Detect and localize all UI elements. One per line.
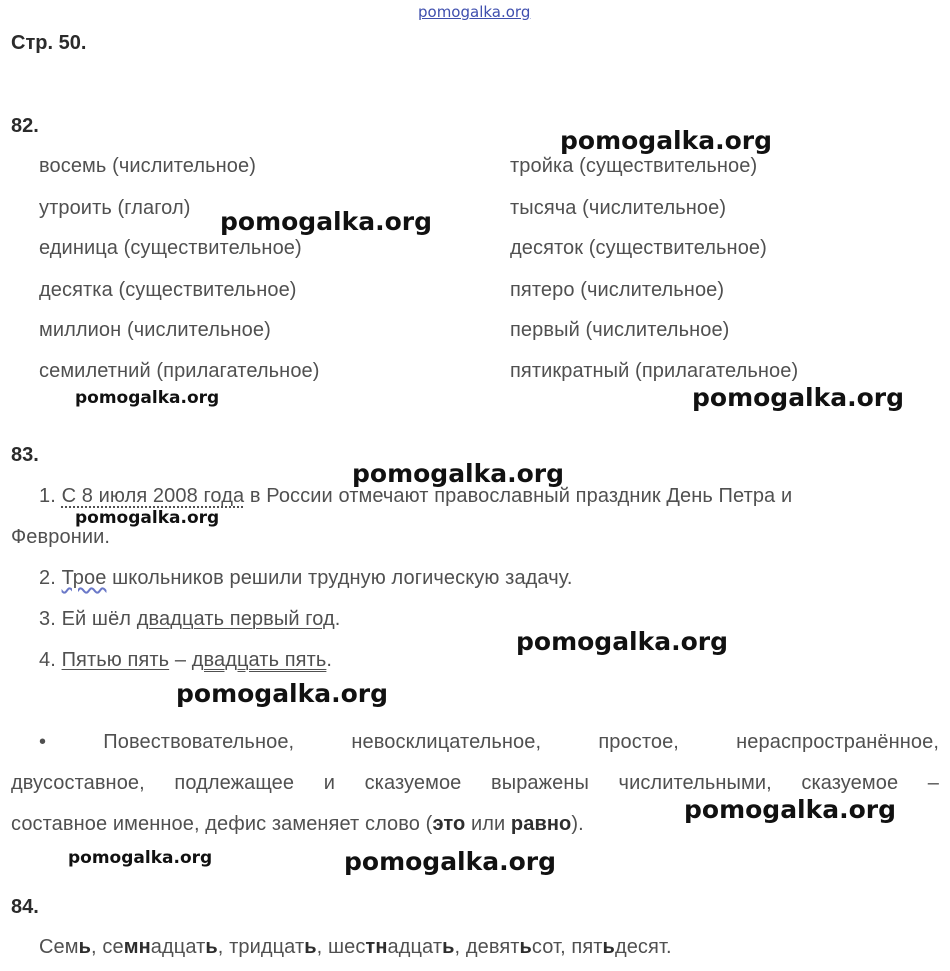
- watermark: pomogalka.org: [68, 848, 213, 868]
- word: пятьдесят: [571, 936, 667, 958]
- word-item: десятка (существительное): [39, 279, 297, 301]
- dash: –: [169, 649, 192, 671]
- word-item: восемь (числительное): [39, 155, 257, 177]
- analysis-line-2: двусоставное, подлежащее и сказуемое выражены числительными, сказуемое –: [11, 772, 939, 794]
- sentence-number: 3.: [39, 608, 56, 630]
- analysis-line-1: • Повествовательное, невосклицательное, простое, нераспространённое,: [39, 731, 939, 753]
- watermark: pomogalka.org: [516, 627, 729, 656]
- analysis-text: ).: [571, 813, 584, 835]
- sentence-1: [39, 485, 792, 508]
- watermark: pomogalka.org: [176, 679, 389, 708]
- analysis-text: составное именное, дефис заменяет слово (: [11, 813, 433, 835]
- sentence-number: 1.: [39, 485, 56, 507]
- sentence-2: [39, 567, 573, 590]
- sentence-number: 4.: [39, 649, 56, 671]
- word-item: тысяча (числительное): [510, 197, 727, 219]
- bold-word: это: [432, 813, 466, 835]
- subject-phrase: двадцать первый год: [136, 608, 335, 630]
- bold-word: равно: [510, 813, 572, 835]
- word: семнадцать: [102, 936, 218, 958]
- sentence-end: .: [326, 649, 333, 671]
- word: Семь: [39, 936, 92, 958]
- word-item: десяток (существительное): [510, 237, 767, 259]
- sentence-number: 2.: [39, 567, 56, 589]
- word: шестнадцать: [327, 936, 455, 958]
- watermark: pomogalka.org: [352, 459, 565, 488]
- modifier-word: Трое: [61, 567, 107, 589]
- sentence-1-continuation: Февронии.: [11, 526, 111, 548]
- exercise-82-number: 82.: [11, 115, 39, 137]
- word-item: тройка (существительное): [510, 155, 758, 177]
- watermark: pomogalka.org: [684, 795, 897, 824]
- watermark: pomogalka.org: [692, 383, 905, 412]
- watermark: pomogalka.org: [75, 388, 220, 408]
- word-item: пятеро (числительное): [510, 279, 725, 301]
- watermark: pomogalka.org: [220, 207, 433, 236]
- sentence-text: школьников решили трудную логическую задачу.: [106, 567, 573, 589]
- exercise-84-answer: Семь, семнадцать, тридцать, шестнадцать, девятьсот, пятьдесят.: [39, 936, 672, 958]
- word-item: пятикратный (прилагательное): [510, 360, 799, 382]
- watermark: pomogalka.org: [560, 126, 773, 155]
- watermark: pomogalka.org: [344, 847, 557, 876]
- predicate-phrase: двадцать пять: [191, 649, 327, 671]
- sentence-4: [39, 649, 332, 672]
- sentence-text: Ей шёл: [61, 608, 137, 630]
- word-item: миллион (числительное): [39, 319, 271, 341]
- analysis-line-3: [11, 813, 584, 836]
- subject-phrase: Пятью пять: [61, 649, 170, 671]
- exercise-84-number: 84.: [11, 896, 39, 918]
- analysis-text: или: [465, 813, 511, 835]
- word: девятьсот: [465, 936, 561, 958]
- page-label: Стр. 50.: [11, 32, 87, 54]
- adverbial-phrase: С 8 июля 2008 года: [61, 485, 245, 507]
- sentence-end: .: [334, 608, 341, 630]
- site-link[interactable]: pomogalka.org: [418, 3, 531, 21]
- exercise-83-number: 83.: [11, 444, 39, 466]
- word-item: семилетний (прилагательное): [39, 360, 320, 382]
- word-item: единица (существительное): [39, 237, 302, 259]
- word-item: первый (числительное): [510, 319, 730, 341]
- sentence-3: [39, 608, 340, 631]
- word: тридцать: [229, 936, 317, 958]
- word-item: утроить (глагол): [39, 197, 191, 219]
- watermark: pomogalka.org: [75, 508, 220, 528]
- sentence-text: в России отмечают православный праздник День Петра и: [244, 485, 793, 507]
